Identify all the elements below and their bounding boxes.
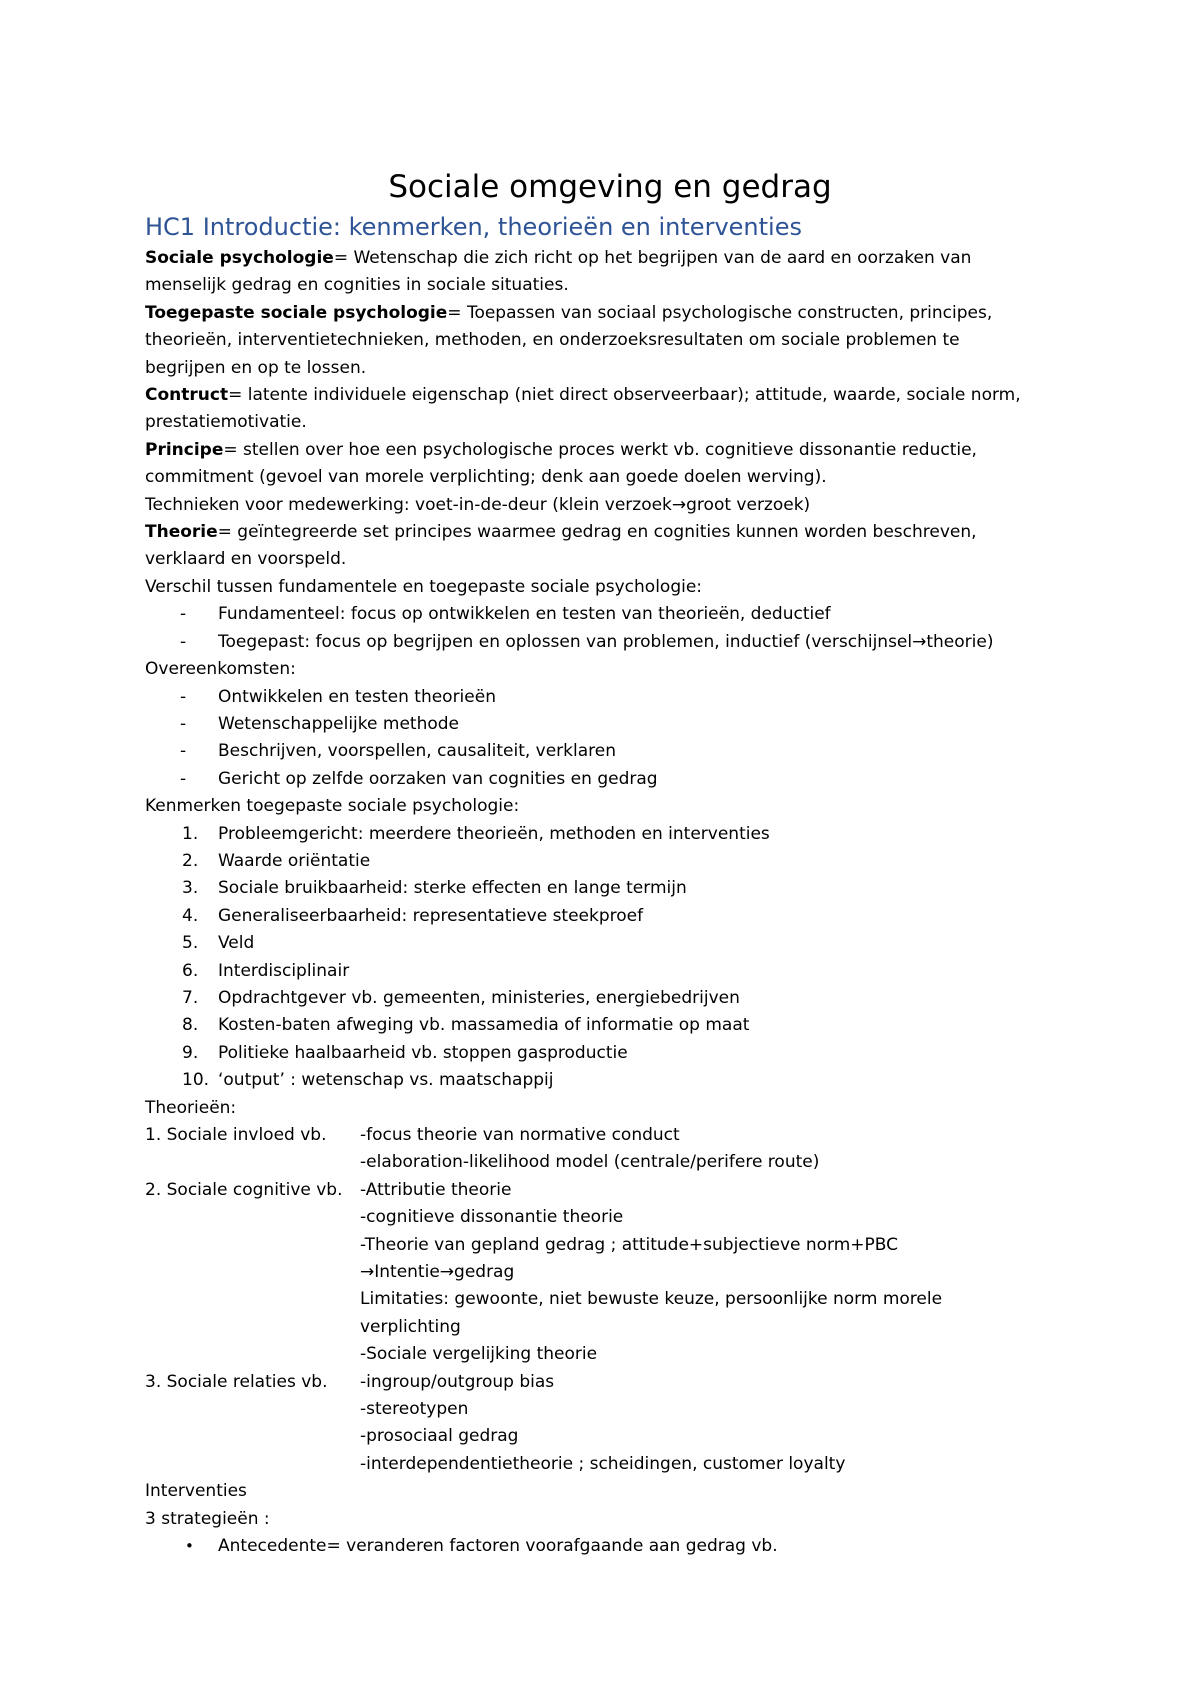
theory-row: 3. Sociale relaties vb. -ingroup/outgroup bias — [145, 1369, 1075, 1396]
dash-marker: - — [180, 741, 187, 762]
technieken-line: Technieken voor medewerking: voet-in-de-deur (klein verzoek→groot verzoek) — [145, 494, 811, 515]
dash-marker: - — [180, 631, 187, 652]
numbered-item: 8. Kosten-baten afweging vb. massamedia of informatie op maat — [182, 1015, 750, 1036]
numbered-item: 3. Sociale bruikbaarheid: sterke effecten en lange termijn — [182, 878, 687, 899]
list-item: - Beschrijven, voorspellen, causaliteit, verklaren — [145, 738, 1075, 765]
theory-line: verplichting — [360, 1316, 461, 1337]
document-body — [145, 165, 1075, 1561]
list-item: - Toegepast: focus op begrijpen en oplossen van problemen, inductief (verschijnsel→theorie) — [145, 629, 1075, 656]
dash-marker: - — [180, 686, 187, 707]
definition-term: Theorie — [145, 522, 218, 543]
definition-text: = stellen over hoe een psychologische proces werkt vb. cognitieve dissonantie reductie, — [223, 439, 977, 460]
list-item: - Wetenschappelijke methode — [145, 711, 1075, 738]
definition-line — [145, 437, 1075, 464]
definition-cont: theorieën, interventietechnieken, methoden, en onderzoeksresultaten om sociale problemen te — [145, 330, 960, 351]
list-item: - Ontwikkelen en testen theorieën — [145, 684, 1075, 711]
definition-text: = Toepassen van sociaal psychologische constructen, principes, — [447, 302, 993, 323]
kenmerken-intro: Kenmerken toegepaste sociale psychologie: — [145, 796, 520, 817]
definition-line — [145, 519, 1075, 546]
definition-term: Contruct — [145, 385, 229, 406]
definition-text: = geïntegreerde set principes waarmee gedrag en cognities kunnen worden beschreven, — [217, 522, 977, 543]
numbered-item: 9. Politieke haalbaarheid vb. stoppen gasproductie — [182, 1042, 628, 1063]
theory-line: -elaboration-likelihood model (centrale/perifere route) — [360, 1152, 820, 1173]
document-title: Sociale omgeving en gedrag — [388, 169, 832, 205]
numbered-item: 2. Waarde oriëntatie — [182, 850, 371, 871]
theory-line: -cognitieve dissonantie theorie — [360, 1207, 624, 1228]
definition-term: Sociale psychologie — [145, 248, 334, 268]
theorieen-intro: Theorieën: — [145, 1097, 237, 1118]
numbered-item: 6. Interdisciplinair — [182, 960, 350, 981]
theory-row: 1. Sociale invloed vb. -focus theorie van normative conduct — [145, 1122, 1075, 1149]
bullet-marker: • — [185, 1537, 194, 1556]
theory-line: →Intentie→gedrag — [360, 1262, 515, 1283]
bullet-item: • Antecedente= veranderen factoren voorafgaande aan gedrag vb. — [145, 1533, 1075, 1560]
theory-line: -interdependentietheorie ; scheidingen, customer loyalty — [360, 1453, 846, 1474]
definition-line — [145, 300, 1075, 327]
list-item: - Fundamenteel: focus op ontwikkelen en testen van theorieën, deductief — [145, 601, 1075, 628]
definition-cont: begrijpen en op te lossen. — [145, 357, 367, 378]
overeenkomsten-intro: Overeenkomsten: — [145, 659, 296, 680]
theory-row: 2. Sociale cognitive vb. -Attributie theorie — [145, 1177, 1075, 1204]
definition-term: Principe — [145, 439, 224, 460]
theory-label: 2. Sociale cognitive vb. — [145, 1179, 343, 1200]
dash-marker: - — [180, 604, 187, 625]
definition-text: = latente individuele eigenschap (niet direct observeerbaar); attitude, waarde, sociale norm, — [228, 385, 1021, 406]
numbered-item: 10. ‘output’ : wetenschap vs. maatschappij — [182, 1070, 554, 1091]
theory-line: Limitaties: gewoonte, niet bewuste keuze, persoonlijke norm morele — [360, 1289, 943, 1310]
definition-term: Toegepaste sociale psychologie — [145, 302, 448, 323]
list-item: - Gericht op zelfde oorzaken van cognities en gedrag — [145, 766, 1075, 793]
interventies-intro: Interventies — [145, 1481, 247, 1502]
section-heading: HC1 Introductie: kenmerken, theorieën en interventies — [145, 213, 802, 241]
numbered-item: 7. Opdrachtgever vb. gemeenten, ministeries, energiebedrijven — [182, 987, 740, 1008]
theory-line: -stereotypen — [360, 1399, 469, 1420]
numbered-item: 4. Generaliseerbaarheid: representatieve steekproef — [182, 905, 644, 926]
dash-marker: - — [180, 768, 187, 789]
numbered-item: 5. Veld — [182, 933, 255, 954]
definition-line — [145, 382, 1075, 409]
strategie-line: 3 strategieën : — [145, 1508, 270, 1529]
verschil-intro: Verschil tussen fundamentele en toegepaste sociale psychologie: — [145, 576, 703, 597]
theory-label: 3. Sociale relaties vb. — [145, 1371, 328, 1392]
definition-cont: menselijk gedrag en cognities in sociale situaties. — [145, 275, 569, 296]
theory-label: 1. Sociale invloed vb. — [145, 1125, 327, 1145]
theory-line: -Sociale vergelijking theorie — [360, 1344, 598, 1365]
dash-marker: - — [180, 713, 187, 734]
definition-text: = Wetenschap die zich richt op het begrijpen van de aard en oorzaken van — [333, 248, 972, 268]
definition-cont: verklaard en voorspeld. — [145, 549, 347, 570]
theory-line: -Theorie van gepland gedrag ; attitude+subjectieve norm+PBC — [360, 1234, 899, 1255]
definition-line — [145, 245, 1075, 272]
definition-cont: commitment (gevoel van morele verplichting; denk aan goede doelen werving). — [145, 467, 827, 488]
definition-cont: prestatiemotivatie. — [145, 412, 307, 433]
theory-line: -prosociaal gedrag — [360, 1426, 519, 1447]
numbered-item: 1. Probleemgericht: meerdere theorieën, methoden en interventies — [182, 823, 770, 844]
